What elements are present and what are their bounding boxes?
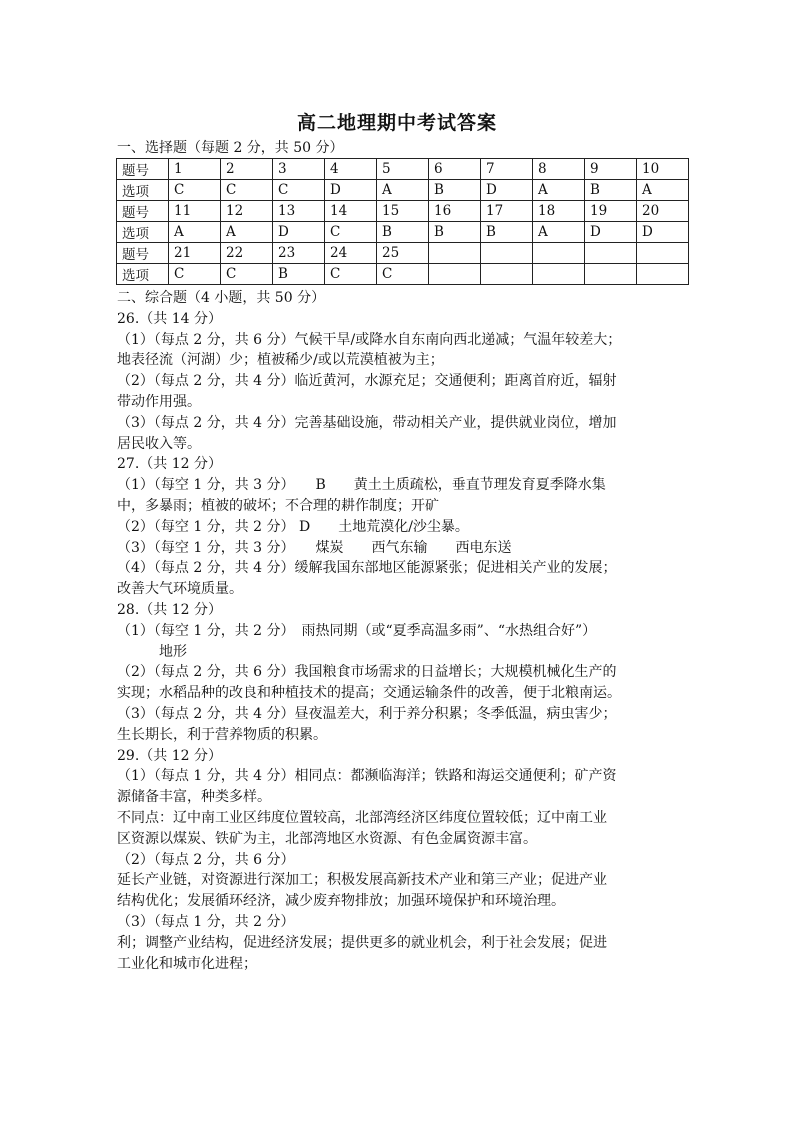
answer-line: 地形: [117, 643, 187, 660]
section2-heading: 二、综合题（4 小题，共 50 分）: [117, 290, 326, 306]
answer-cell: 2: [221, 159, 273, 180]
answer-cell: C: [325, 222, 377, 243]
answer-cell: C: [273, 180, 325, 201]
answer-cell: 22: [221, 243, 273, 264]
answer-cell: [481, 243, 533, 264]
answer-cell: 1: [169, 159, 221, 180]
answer-cell: 10: [637, 159, 689, 180]
answer-cell: [429, 243, 481, 264]
answer-cell: [429, 264, 481, 285]
answer-cell: C: [377, 264, 429, 285]
row-header-cell: 题号: [117, 159, 169, 180]
answer-cell: D: [273, 222, 325, 243]
answer-line: （2）（每点 2 分，共 6 分）我国粮食市场需求的日益增长；大规模机械化生产的: [117, 664, 617, 681]
answer-cell: [533, 264, 585, 285]
row-header-cell: 题号: [117, 201, 169, 222]
answer-cell: 12: [221, 201, 273, 222]
answer-cell: 20: [637, 201, 689, 222]
answer-cell: A: [169, 222, 221, 243]
answer-cell: 4: [325, 159, 377, 180]
answer-line: （4）（每点 2 分，共 4 分）缓解我国东部地区能源紧张；促进相关产业的发展；: [117, 560, 617, 577]
answer-cell: 15: [377, 201, 429, 222]
answer-cell: B: [429, 222, 481, 243]
answer-line: 利；调整产业结构，促进经济发展；提供更多的就业机会，利于社会发展；促进: [117, 934, 607, 951]
answer-line: 生长期长，利于营养物质的积累。: [117, 726, 327, 743]
answer-cell: C: [221, 264, 273, 285]
answer-line: 工业化和城市化进程；: [117, 955, 257, 972]
answer-cell: 24: [325, 243, 377, 264]
answer-cell: D: [637, 222, 689, 243]
table-row: [117, 243, 689, 264]
answer-line: 居民收入等。: [117, 435, 201, 452]
answer-line: 延长产业链，对资源进行深加工；积极发展高新技术产业和第三产业；促进产业: [117, 872, 607, 889]
answer-line: 26.（共 14 分）: [117, 310, 222, 327]
answer-cell: 21: [169, 243, 221, 264]
answer-line: 地表径流（河湖）少；植被稀少/或以荒漠植被为主；: [117, 352, 444, 369]
answer-line: 源储备丰富，种类多样。: [117, 789, 271, 806]
page-title: 高二地理期中考试答案: [296, 112, 497, 134]
answer-cell: D: [585, 222, 637, 243]
answer-cell: 14: [325, 201, 377, 222]
answer-cell: 8: [533, 159, 585, 180]
answer-line: （1）（每点 2 分，共 6 分）气候干旱/或降水自东南向西北递减；气温年较差大；: [117, 331, 622, 348]
answer-cell: [585, 243, 637, 264]
row-header-cell: 题号: [117, 243, 169, 264]
section2: [117, 288, 679, 974]
answer-line: 结构优化；发展循环经济，减少废弃物排放；加强环境保护和环境治理。: [117, 893, 565, 910]
answer-cell: A: [533, 222, 585, 243]
answer-line: （1）（每空 1 分，共 3 分） B 黄土土质疏松，垂直节理发育夏季降水集: [117, 477, 606, 494]
answer-cell: 6: [429, 159, 481, 180]
answer-cell: 23: [273, 243, 325, 264]
answer-line: （3）（每空 1 分，共 3 分） 煤炭 西气东输 西电东送: [117, 539, 512, 556]
row-header-cell: 选项: [117, 264, 169, 285]
answer-line: 中，多暴雨；植被的破坏；不合理的耕作制度；开矿: [117, 497, 439, 514]
answer-cell: A: [377, 180, 429, 201]
answer-cell: B: [273, 264, 325, 285]
answer-line: （1）（每空 1 分，共 2 分） 雨热同期（或“夏季高温多雨”、“水热组合好”）: [117, 622, 597, 639]
answer-cell: D: [481, 180, 533, 201]
answer-line: （1）（每点 1 分，共 4 分）相同点：都濒临海洋；铁路和海运交通便利；矿产资: [117, 768, 617, 785]
answer-line: （3）（每点 2 分，共 4 分）昼夜温差大，利于养分积累；冬季低温，病虫害少；: [117, 705, 617, 722]
answer-lines: [117, 309, 679, 975]
row-header-cell: 选项: [117, 180, 169, 201]
answer-cell: 5: [377, 159, 429, 180]
answer-line: （2）（每点 2 分，共 4 分）临近黄河，水源充足；交通便利；距离首府近，辐射: [117, 373, 617, 390]
answer-line: 28.（共 12 分）: [117, 601, 222, 618]
answer-table: [116, 158, 689, 285]
answer-line: 实现；水稻品种的改良和种植技术的提高；交通运输条件的改善，便于北粮南运。: [117, 685, 621, 702]
answer-line: 27.（共 12 分）: [117, 456, 222, 473]
answer-line: （2）（每空 1 分，共 2 分） D 土地荒漠化/沙尘暴。: [117, 518, 469, 535]
answer-cell: A: [221, 222, 273, 243]
answer-cell: A: [533, 180, 585, 201]
answer-cell: 3: [273, 159, 325, 180]
answer-cell: C: [221, 180, 273, 201]
answer-cell: D: [325, 180, 377, 201]
answer-line: （2）（每点 2 分，共 6 分）: [117, 851, 295, 868]
answer-cell: B: [585, 180, 637, 201]
answer-cell: B: [481, 222, 533, 243]
answer-cell: B: [429, 180, 481, 201]
answer-cell: C: [169, 180, 221, 201]
answer-cell: 16: [429, 201, 481, 222]
answer-cell: 11: [169, 201, 221, 222]
table-row: [117, 201, 689, 222]
table-row: [117, 222, 689, 243]
answer-line: 29.（共 12 分）: [117, 747, 222, 764]
row-header-cell: 选项: [117, 222, 169, 243]
table-row: [117, 180, 689, 201]
answer-cell: [481, 264, 533, 285]
answer-line: （3）（每点 2 分，共 4 分）完善基础设施，带动相关产业，提供就业岗位，增加: [117, 414, 617, 431]
answer-line: 改善大气环境质量。: [117, 581, 243, 598]
answer-cell: [637, 243, 689, 264]
answer-cell: C: [325, 264, 377, 285]
table-row: [117, 264, 689, 285]
answer-cell: C: [169, 264, 221, 285]
answer-cell: 18: [533, 201, 585, 222]
answer-line: 不同点：辽中南工业区纬度位置较高，北部湾经济区纬度位置较低；辽中南工业: [117, 809, 607, 826]
answer-line: 区资源以煤炭、铁矿为主，北部湾地区水资源、有色金属资源丰富。: [117, 830, 537, 847]
answer-cell: A: [637, 180, 689, 201]
answer-cell: 7: [481, 159, 533, 180]
answer-cell: 25: [377, 243, 429, 264]
answer-cell: 19: [585, 201, 637, 222]
answer-cell: B: [377, 222, 429, 243]
answer-line: （3）（每点 1 分，共 2 分）: [117, 913, 295, 930]
table-row: [117, 159, 689, 180]
answer-cell: 17: [481, 201, 533, 222]
answer-cell: [533, 243, 585, 264]
section1-heading: 一、选择题（每题 2 分，共 50 分）: [117, 140, 344, 156]
answer-cell: 13: [273, 201, 325, 222]
answer-cell: 9: [585, 159, 637, 180]
answer-cell: [637, 264, 689, 285]
answer-line: 带动作用强。: [117, 393, 201, 410]
answer-cell: [585, 264, 637, 285]
